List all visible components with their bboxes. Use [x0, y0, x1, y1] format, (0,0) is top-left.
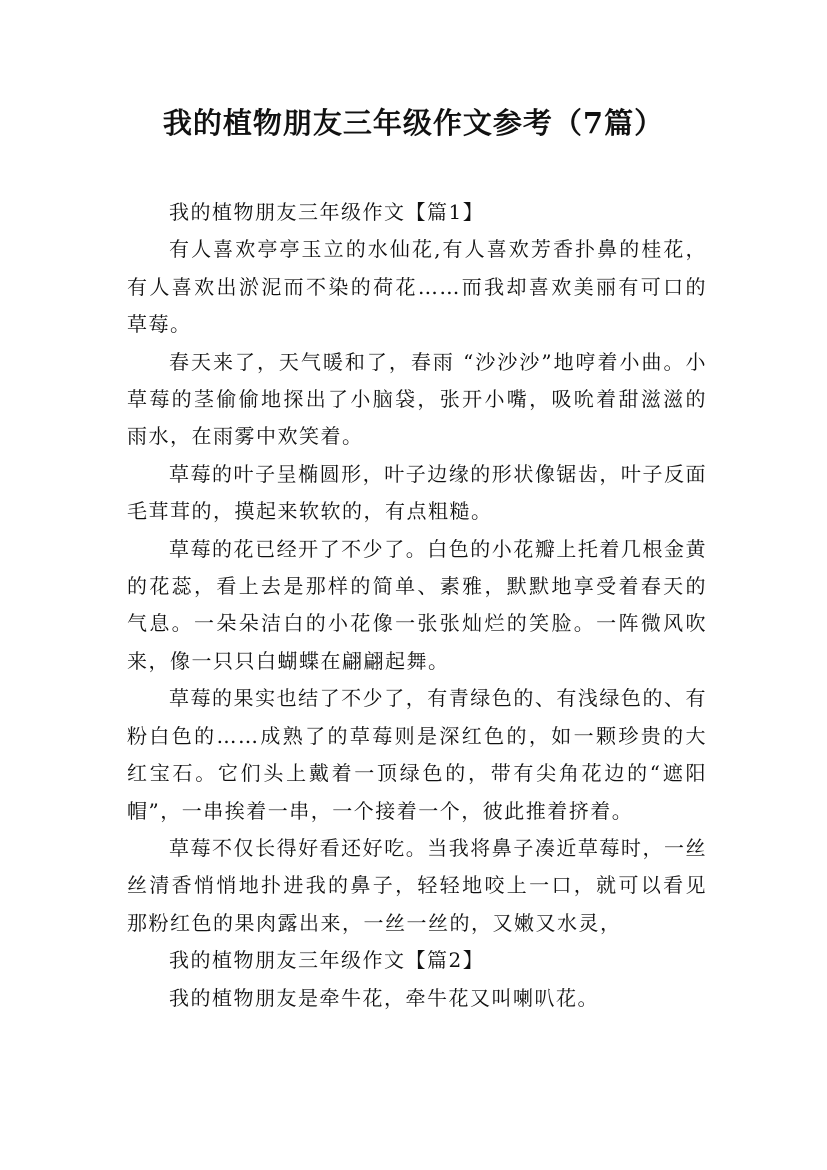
paragraph: 草莓的花已经开了不少了。白色的小花瓣上托着几根金黄的花蕊，看上去是那样的简单、素雅，默默地享受着春天的气息。一朵朵洁白的小花像一张张灿烂的笑脸。一阵微风吹来，像一只只白蝴蝶在翩翩起舞。 — [127, 536, 707, 673]
section-heading-2: 我的植物朋友三年级作文【篇2】 — [169, 948, 485, 973]
document-title: 我的植物朋友三年级作文参考（7篇） — [162, 106, 665, 140]
paragraph: 我的植物朋友是牵牛花，牵牛花又叫喇叭花。 — [169, 985, 599, 1010]
paragraph: 草莓的果实也结了不少了，有青绿色的、有浅绿色的、有粉白色的……成熟了的草莓则是深红色的，如一颗珍贵的大红宝石。它们头上戴着一顶绿色的，带有尖角花边的“遮阳帽”，一串挨着一串，一个接着一个，彼此推着挤着。 — [127, 686, 707, 823]
document-body — [127, 194, 707, 1017]
section-heading-1: 我的植物朋友三年级作文【篇1】 — [169, 200, 485, 224]
paragraph: 有人喜欢亭亭玉立的水仙花,有人喜欢芳香扑鼻的桂花，有人喜欢出淤泥而不染的荷花……而我却喜欢美丽有可口的草莓。 — [127, 237, 707, 337]
paragraph: 草莓不仅长得好看还好吃。当我将鼻子凑近草莓时，一丝丝清香悄悄地扑进我的鼻子，轻轻地咬上一口，就可以看见那粉红色的果肉露出来，一丝一丝的，又嫩又水灵， — [127, 835, 707, 935]
paragraph: 草莓的叶子呈椭圆形，叶子边缘的形状像锯齿，叶子反面毛茸茸的，摸起来软软的，有点粗糙。 — [127, 461, 707, 524]
paragraph: 春天来了，天气暖和了，春雨 “沙沙沙”地哼着小曲。小草莓的茎偷偷地探出了小脑袋，张开小嘴，吸吮着甜滋滋的雨水，在雨雾中欢笑着。 — [127, 349, 707, 449]
